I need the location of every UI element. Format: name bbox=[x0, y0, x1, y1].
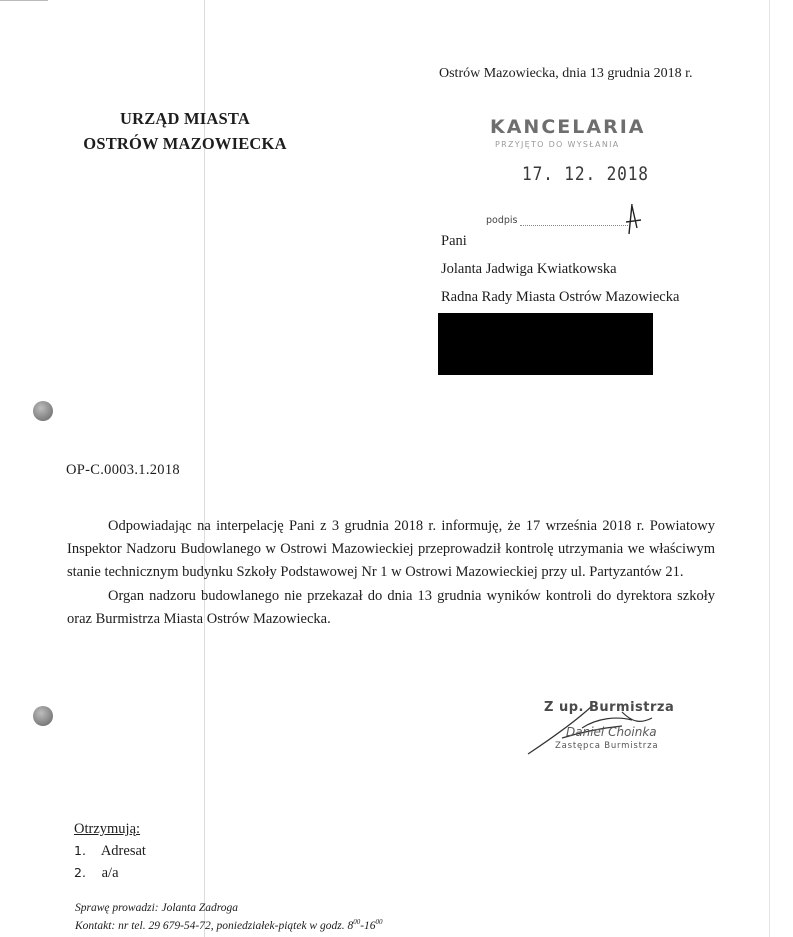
stamp-signature-label: podpis bbox=[486, 215, 518, 226]
recipient-label: Adresat bbox=[100, 843, 146, 859]
stamp-date: 17. 12. 2018 bbox=[522, 163, 649, 185]
redacted-address-block bbox=[438, 313, 653, 375]
stamp-signature-line bbox=[520, 225, 628, 226]
body-paragraph-2: Organ nadzoru budowlanego nie przekazał do dnia 13 grudnia wyników kontroli do dyrektora szkoły oraz Burmistrza Miasta Ostrów Mazowiecka. bbox=[67, 588, 715, 627]
scan-top-mark bbox=[0, 0, 48, 1]
letter-body bbox=[67, 515, 715, 632]
stamp-initials-mark bbox=[623, 202, 645, 236]
footer-hours-to: 00 bbox=[375, 918, 383, 926]
footer-hours-sep: -16 bbox=[360, 919, 376, 932]
recipient-number: 2. bbox=[74, 865, 86, 880]
footer-contact bbox=[75, 918, 383, 932]
signature-role: Zastępca Burmistrza bbox=[555, 741, 659, 751]
recipient-label: a/a bbox=[101, 865, 119, 881]
recipient-name: Jolanta Jadwiga Kwiatkowska bbox=[441, 261, 617, 277]
recipient-number: 1. bbox=[74, 843, 86, 858]
punch-hole-lower bbox=[33, 706, 53, 726]
footer-contact-text: Kontakt: nr tel. 29 679-54-72, poniedziałek-piątek w godz. 8 bbox=[75, 919, 354, 932]
office-line-1: URZĄD MIASTA bbox=[120, 109, 250, 128]
footer-hours-from: 00 bbox=[353, 918, 361, 926]
recipient-salutation: Pani bbox=[441, 233, 467, 249]
recipient-list-item bbox=[74, 865, 119, 882]
punch-hole-upper bbox=[33, 401, 53, 421]
recipient-list-item bbox=[74, 843, 146, 860]
recipients-heading: Otrzymują: bbox=[74, 821, 141, 837]
place-date: Ostrów Mazowiecka, dnia 13 grudnia 2018 r. bbox=[439, 66, 693, 81]
stamp-title: KANCELARIA bbox=[490, 116, 646, 138]
footer-case-handler: Sprawę prowadzi: Jolanta Zadroga bbox=[75, 902, 239, 914]
reference-number: OP-C.0003.1.2018 bbox=[66, 462, 180, 478]
office-line-2: OSTRÓW MAZOWIECKA bbox=[83, 134, 287, 153]
signature-prefix: Z up. Burmistrza bbox=[544, 700, 675, 715]
signature-name: Daniel Choinka bbox=[566, 725, 657, 739]
stamp-subtitle: PRZYJĘTO DO WYSŁANIA bbox=[495, 140, 620, 149]
recipient-title: Radna Rady Miasta Ostrów Mazowiecka bbox=[441, 289, 680, 305]
office-header bbox=[74, 106, 296, 156]
scan-page-edge bbox=[769, 0, 770, 937]
body-paragraph-1: Odpowiadając na interpelację Pani z 3 grudnia 2018 r. informuję, że 17 września 2018 r. Powiatowy Inspektor Nadzoru Budowlanego w Ostrowi Mazowieckiej przeprowadził kontrolę utrzymania we właściwym stanie technicznym budynku Szkoły Podstawowej Nr 1 w Ostrowi Mazowieckiej przy ul. Partyzantów 21. bbox=[67, 518, 715, 580]
